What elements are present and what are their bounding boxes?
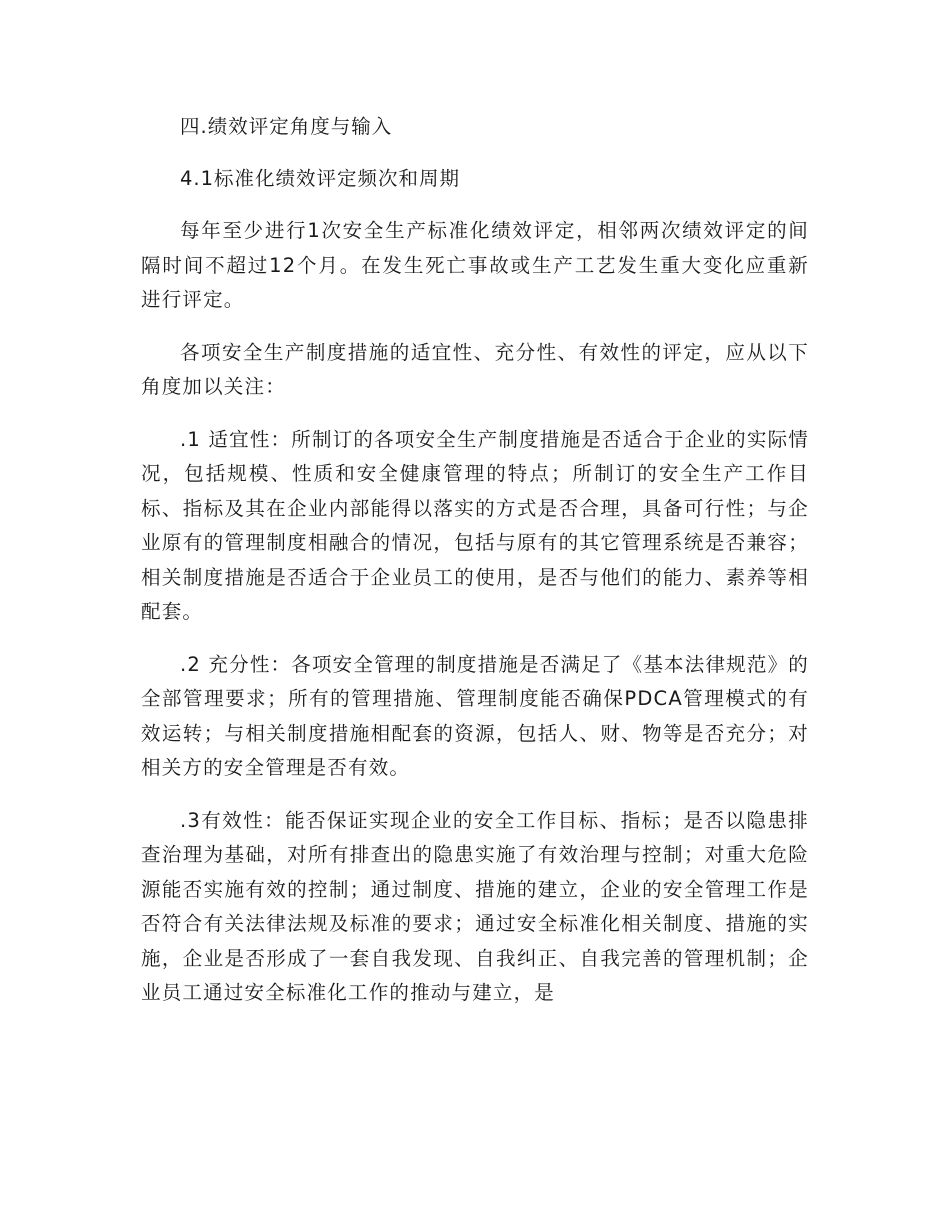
paragraph-suitability: .1 适宜性：所制订的各项安全生产制度措施是否适合于企业的实际情况，包括规模、性质和安全健康管理的特点；所制订的安全生产工作目标、指标及其在企业内部能得以落实的方式是否合理，具备可行性；与企业原有的管理制度相融合的情况，包括与原有的其它管理系统是否兼容；相关制度措施是否适合于企业员工的使用，是否与他们的能力、素养等相配套。: [141, 427, 809, 623]
paragraph-evaluation-frequency: 每年至少进行1次安全生产标准化绩效评定，相邻两次绩效评定的间隔时间不超过12个月。在发生死亡事故或生产工艺发生重大变化应重新进行评定。: [141, 219, 809, 311]
paragraph-evaluation-angles: 各项安全生产制度措施的适宜性、充分性、有效性的评定，应从以下角度加以关注：: [141, 340, 809, 398]
paragraph-adequacy: .2 充分性：各项安全管理的制度措施是否满足了《基本法律规范》的全部管理要求；所有的管理措施、管理制度能否确保PDCA管理模式的有效运转；与相关制度措施相配套的资源，包括人、财、物等是否充分；对相关方的安全管理是否有效。: [141, 652, 809, 779]
subsection-heading: 4.1标准化绩效评定频次和周期: [180, 167, 461, 190]
section-heading: 四.绩效评定角度与输入: [180, 115, 393, 138]
document-body: [141, 110, 809, 1011]
paragraph-effectiveness: .3有效性：能否保证实现企业的安全工作目标、指标；是否以隐患排查治理为基础，对所有排查出的隐患实施了有效治理与控制；对重大危险源能否实施有效的控制；通过制度、措施的建立，企业的安全管理工作是否符合有关法律法规及标准的要求；通过安全标准化相关制度、措施的实施，企业是否形成了一套自我发现、自我纠正、自我完善的管理机制；企业员工通过安全标准化工作的推动与建立，是: [141, 808, 809, 1004]
